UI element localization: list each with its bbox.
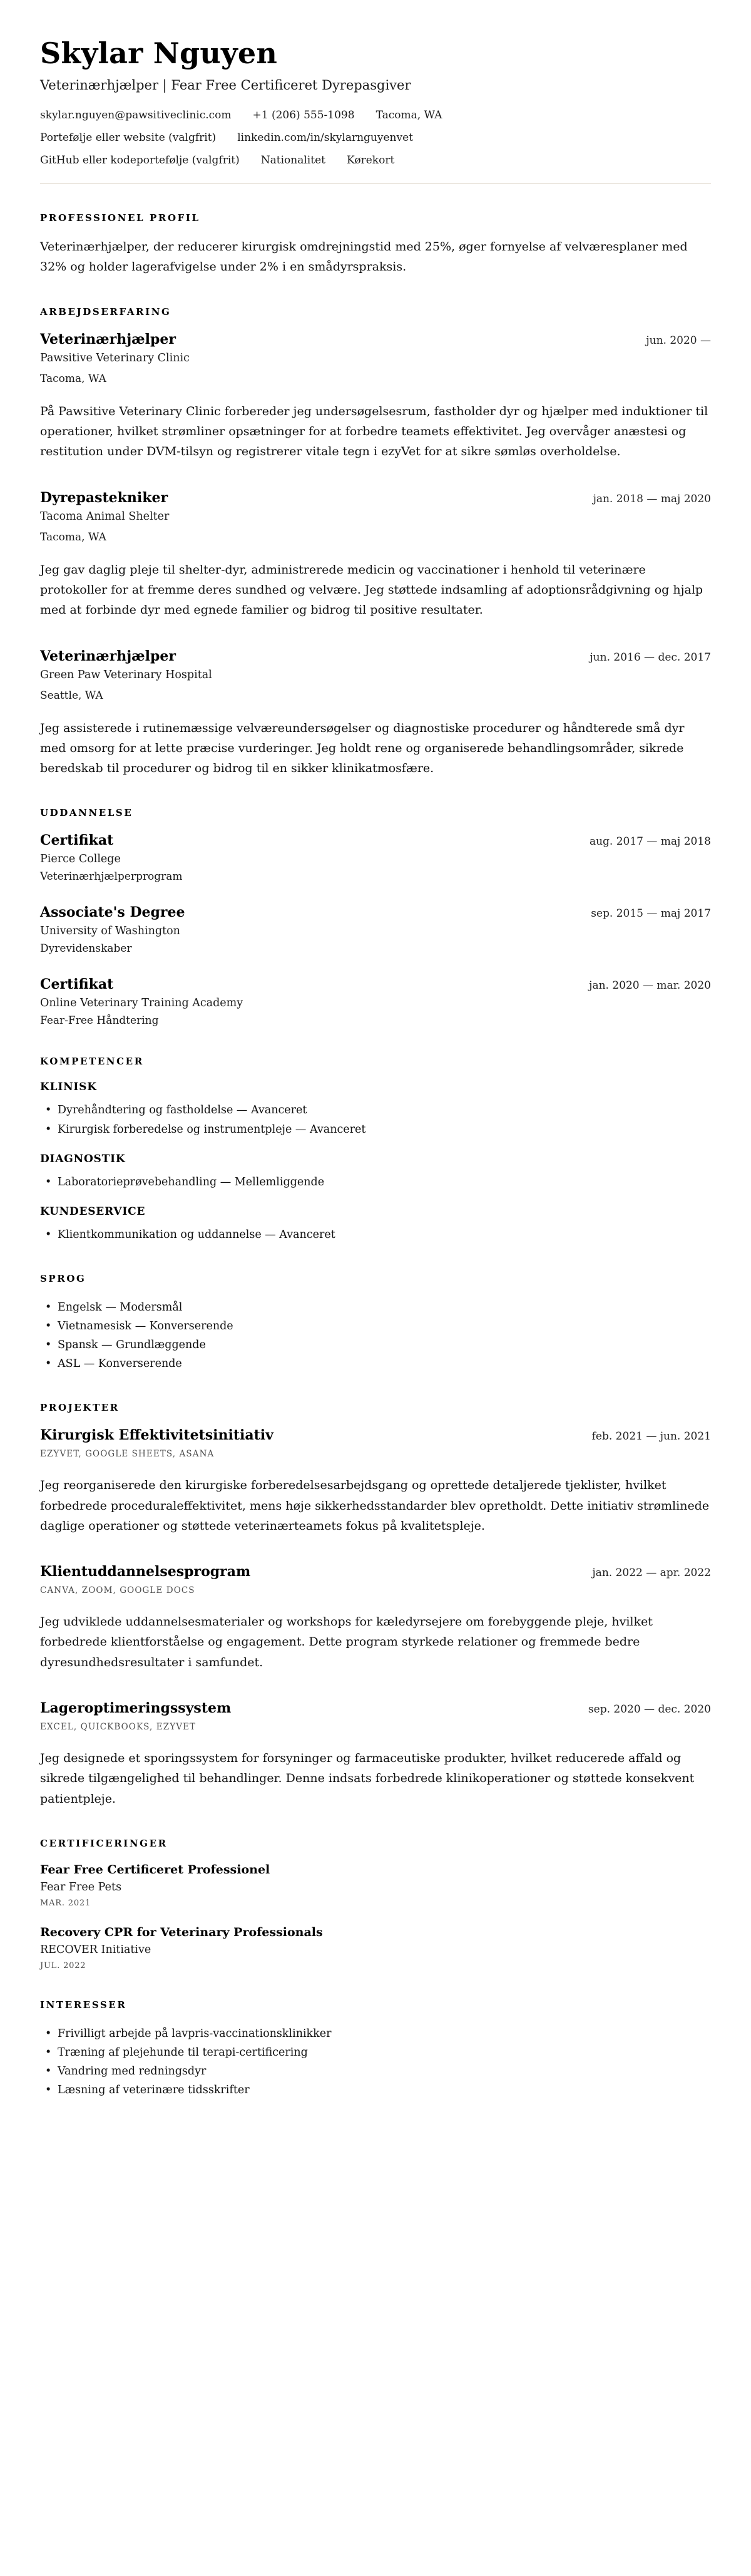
job-title: Veterinærhjælper [40, 647, 176, 664]
job-entry [40, 490, 711, 621]
education-title-row [40, 976, 711, 992]
skill-group-name: KLINISK [40, 1081, 97, 1094]
drivers-license-placeholder: Kørekort [346, 154, 395, 167]
person-name: Skylar Nguyen [40, 36, 278, 70]
education-dates: aug. 2017 — maj 2018 [589, 835, 711, 848]
github-placeholder: GitHub eller kodeportefølje (valgfrit) [40, 154, 240, 167]
skill-group [40, 1153, 711, 1192]
certification-date: JUL. 2022 [40, 1960, 86, 1971]
job-title: Veterinærhjælper [40, 331, 176, 348]
job-description: Jeg gav daglig pleje til shelter-dyr, administrerede medicin og vaccinationer i henhold til veterinære protokoller for at fremme deres sundhed og velvære. Jeg støttede indsamling af adoptionsrådgivning og hjalp med at forbinde dyr med egnede familier og bidrog til positive resultater. [40, 562, 703, 617]
language-item: • Spansk — Grundlæggende [40, 1336, 711, 1354]
section-heading-profile: PROFESSIONEL PROFIL [40, 212, 200, 224]
section-certifications [40, 1838, 711, 1971]
section-heading-experience: ARBEJDSERFARING [40, 306, 171, 317]
certification-title: Recovery CPR for Veterinary Professionals [40, 1925, 323, 1939]
language-item: • Engelsk — Modersmål [40, 1298, 711, 1317]
job-location: Tacoma, WA [40, 372, 106, 385]
job-company: Tacoma Animal Shelter [40, 510, 170, 523]
education-program: Dyrevidenskaber [40, 942, 132, 956]
education-title: Associate's Degree [40, 904, 185, 921]
section-profile [40, 212, 711, 277]
education-school: University of Washington [40, 925, 180, 938]
section-heading-interests: INTERESSER [40, 1999, 127, 2011]
section-heading-skills: KOMPETENCER [40, 1056, 144, 1068]
skill-item: • Dyrehåndtering og fastholdelse — Avanceret [40, 1101, 711, 1120]
section-heading-education: UDDANNELSE [40, 807, 133, 819]
job-description: På Pawsitive Veterinary Clinic forbereder jeg undersøgelsesrum, fastholder dyr og hjælper med induktioner til operationer, hvilket strømliner opsætninger for at forbedre teamets effektivitet. Jeg overvåger anæstesi og restitution under DVM-tilsyn og registrerer vitale tegn i ezyVet for at sikre sømløs overholdelse. [40, 404, 708, 459]
section-education [40, 807, 711, 1027]
job-title: Dyrepastekniker [40, 489, 168, 506]
section-heading-languages: SPROG [40, 1272, 86, 1284]
headline: Veterinærhjælper | Fear Free Certificeret Dyrepasgiver [40, 78, 411, 93]
section-experience [40, 306, 711, 779]
section-projects [40, 1402, 711, 1809]
website-placeholder: Portefølje eller website (valgfrit) [40, 131, 217, 144]
job-company: Green Paw Veterinary Hospital [40, 668, 212, 681]
section-skills [40, 1056, 711, 1244]
project-description: Jeg designede et sporingssystem for forsyninger og farmaceutiske produkter, hvilket reducerede affald og sikrede tilgængelighed til behandlinger. Denne indsats forbedrede klinikoperationer og støttede konsekvent patientpleje. [40, 1751, 695, 1806]
resume-header [40, 36, 711, 167]
education-dates: sep. 2015 — maj 2017 [591, 907, 711, 920]
interest-item: • Træning af plejehunde til terapi-certificering [40, 2043, 711, 2062]
project-title-row [40, 1427, 711, 1443]
project-title-row [40, 1700, 711, 1716]
skill-item: • Kirurgisk forberedelse og instrumentpleje — Avanceret [40, 1120, 711, 1139]
project-title: Lageroptimeringssystem [40, 1700, 232, 1717]
section-interests [40, 1999, 711, 2099]
job-location: Seattle, WA [40, 689, 103, 702]
education-program: Fear-Free Håndtering [40, 1014, 159, 1028]
project-tools: CANVA, ZOOM, GOOGLE DOCS [40, 1585, 195, 1596]
education-title: Certifikat [40, 832, 114, 849]
job-dates: jun. 2020 — [646, 334, 711, 347]
certification-title: Fear Free Certificeret Professionel [40, 1862, 270, 1877]
certification-date: MAR. 2021 [40, 1898, 91, 1908]
section-languages [40, 1273, 711, 1373]
job-location: Tacoma, WA [40, 530, 106, 544]
location-text: Tacoma, WA [376, 109, 442, 121]
job-dates: jun. 2016 — dec. 2017 [590, 651, 711, 664]
profile-summary: Veterinærhjælper, der reducerer kirurgisk omdrejningstid med 25%, øger fornyelse af velværesplaner med 32% og holder lagerafvigelse under 2% i en smådyrspraksis. [40, 240, 688, 274]
skill-group [40, 1205, 711, 1244]
project-entry [40, 1427, 711, 1536]
project-entry [40, 1564, 711, 1672]
education-title-row [40, 832, 711, 848]
project-title: Kirurgisk Effektivitetsinitiativ [40, 1427, 273, 1444]
nationality-placeholder: Nationalitet [260, 154, 325, 167]
education-school: Pierce College [40, 853, 121, 866]
education-title-row [40, 904, 711, 920]
project-tools: EZYVET, GOOGLE SHEETS, ASANA [40, 1449, 215, 1460]
project-description: Jeg udviklede uddannelsesmaterialer og workshops for kæledyrsejere om forebyggende pleje, hvilket forbedrede klientforståelse og engagement. Dette program styrkede relationer og fremmede bedre dyresundhedsresultater i samfundet. [40, 1615, 653, 1669]
job-title-row [40, 648, 711, 664]
job-company: Pawsitive Veterinary Clinic [40, 351, 190, 364]
skill-group [40, 1081, 711, 1138]
education-entry [40, 904, 711, 955]
project-dates: jan. 2022 — apr. 2022 [592, 1567, 711, 1580]
project-tools: EXCEL, QUICKBOOKS, EZYVET [40, 1722, 197, 1733]
contact-row-3 [40, 154, 711, 167]
education-dates: jan. 2020 — mar. 2020 [589, 979, 711, 992]
job-entry [40, 331, 711, 462]
certification-issuer: RECOVER Initiative [40, 1943, 151, 1956]
skill-group-name: KUNDESERVICE [40, 1205, 146, 1218]
skill-item: • Klientkommunikation og uddannelse — Avanceret [40, 1225, 711, 1244]
project-dates: feb. 2021 — jun. 2021 [591, 1430, 711, 1443]
education-entry [40, 976, 711, 1027]
job-dates: jan. 2018 — maj 2020 [593, 492, 711, 505]
interest-item: • Vandring med redningsdyr [40, 2062, 711, 2081]
certification-issuer: Fear Free Pets [40, 1880, 122, 1893]
certification-entry [40, 1863, 711, 1908]
language-item: • Vietnamesisk — Konverserende [40, 1317, 711, 1336]
section-heading-projects: PROJEKTER [40, 1402, 120, 1414]
education-school: Online Veterinary Training Academy [40, 997, 243, 1010]
skill-group-name: DIAGNOSTIK [40, 1152, 126, 1165]
certification-entry [40, 1925, 711, 1971]
interest-item: • Læsning af veterinære tidsskrifter [40, 2081, 711, 2099]
interest-item: • Frivilligt arbejde på lavpris-vaccinationsklinikker [40, 2024, 711, 2043]
contact-row-2 [40, 131, 711, 144]
job-title-row [40, 490, 711, 506]
job-entry [40, 648, 711, 779]
education-title: Certifikat [40, 976, 114, 993]
education-program: Veterinærhjælperprogram [40, 870, 183, 884]
skill-item: • Laboratorieprøvebehandling — Mellemliggende [40, 1173, 711, 1192]
contact-row-1 [40, 109, 711, 121]
education-entry [40, 832, 711, 883]
project-entry [40, 1700, 711, 1809]
project-title-row [40, 1564, 711, 1580]
section-heading-certifications: CERTIFICERINGER [40, 1837, 168, 1849]
project-description: Jeg reorganiserede den kirurgiske forberedelsesarbejdsgang og oprettede detaljerede tjeklister, hvilket forbedrede proceduraleffektivitet, mens høje sikkerhedsstandarder blev opretholdt. Dette initiativ strømlinede daglige operationer og støttede veterinærteamets fokus på kvalitetspleje. [40, 1478, 710, 1533]
linkedin-link[interactable]: linkedin.com/in/skylarnguyenvet [237, 131, 413, 144]
project-dates: sep. 2020 — dec. 2020 [588, 1703, 711, 1716]
email-link[interactable]: skylar.nguyen@pawsitiveclinic.com [40, 109, 232, 121]
job-description: Jeg assisterede i rutinemæssige velværeundersøgelser og diagnostiske procedurer og håndterede små dyr med omsorg for at lette præcise vurderinger. Jeg holdt rene og organiserede behandlingsområder, sikrede beredskab til procedurer og bidrog til en sikker klinikatmosfære. [40, 721, 685, 776]
language-item: • ASL — Konverserende [40, 1354, 711, 1373]
job-title-row [40, 331, 711, 348]
phone-number: +1 (206) 555-1098 [252, 109, 355, 121]
project-title: Klientuddannelsesprogram [40, 1564, 251, 1580]
